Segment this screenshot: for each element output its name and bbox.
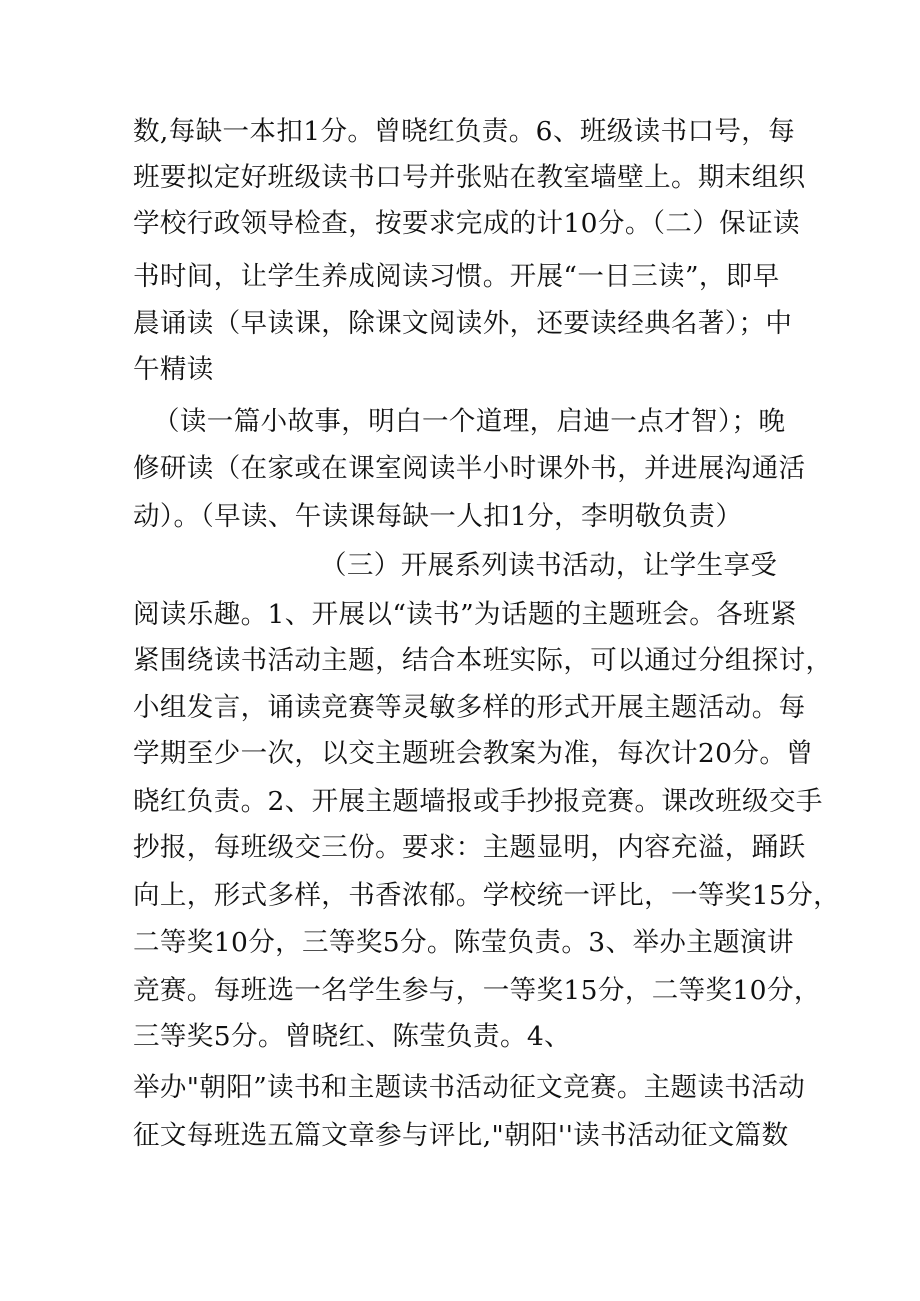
- text-line: 学校行政领导检查，按要求完成的计10分。（二）保证读: [133, 208, 800, 239]
- text-line: 抄报，每班级交三份。要求：主题显明，内容充溢，踊跃: [133, 832, 806, 863]
- text-line: 动）。（早读、午读课每缺一人扣1分，李明敬负责）: [133, 501, 743, 532]
- text-line: 小组发言，诵读竞赛等灵敏多样的形式开展主题活动。每: [133, 692, 806, 723]
- text-line: 班要拟定好班级读书口号并张贴在教室墙壁上。期末组织: [133, 162, 806, 193]
- text-line: 二等奖10分，三等奖5分。陈莹负责。3、举办主题演讲: [133, 927, 794, 958]
- text-line: 书时间，让学生养成阅读习惯。开展“一日三读”，即早: [133, 261, 780, 292]
- text-line: 学期至少一次，以交主题班会教案为准，每次计20分。曾: [133, 738, 814, 769]
- text-line: 紧围绕读书活动主题，结合本班实际，可以通过分组探讨，: [133, 645, 833, 676]
- text-line: 晓红负责。2、开展主题墙报或手抄报竞赛。课改班级交手: [133, 786, 823, 817]
- text-line: 午精读: [133, 354, 214, 385]
- text-line: 数,每缺一本扣1分。曾晓红负责。6、班级读书口号，每: [133, 116, 796, 147]
- text-line: （读一篇小故事，明白一个道理，启迪一点才智）；晚: [153, 406, 786, 437]
- section-heading: （三）开展系列读书活动，让学生享受: [320, 550, 778, 581]
- text-line: 修研读（在家或在课室阅读半小时课外书，并进展沟通活: [133, 453, 806, 484]
- text-line: 三等奖5分。曾晓红、陈莹负责。4、: [133, 1021, 572, 1052]
- text-line: 举办"朝阳”读书和主题读书活动征文竞赛。主题读书活动: [133, 1072, 806, 1103]
- text-line: 向上，形式多样，书香浓郁。学校统一评比，一等奖15分，: [133, 880, 841, 911]
- text-line: 竞赛。每班选一名学生参与，一等奖15分，二等奖10分，: [133, 975, 821, 1006]
- text-line: 阅读乐趣。1、开展以“读书”为话题的主题班会。各班紧: [133, 599, 797, 630]
- text-line: 晨诵读（早读课，除课文阅读外，还要读经典名著）；中: [133, 308, 793, 339]
- text-line: 征文每班选五篇文章参与评比,"朝阳''读书活动征文篇数: [133, 1120, 789, 1151]
